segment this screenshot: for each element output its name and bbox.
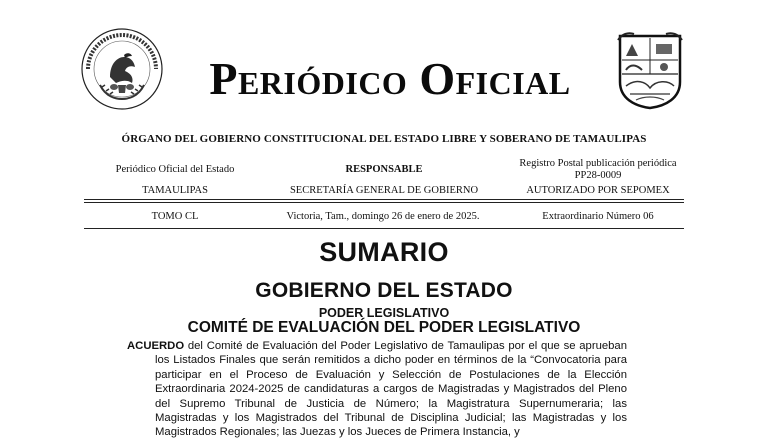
info-center-line1: RESPONSABLE [345,164,423,175]
info-right-line3: AUTORIZADO POR SEPOMEX [526,185,670,196]
mexico-national-seal-icon [80,27,164,111]
info-left-2 [92,185,258,196]
divider-bottom [84,228,684,229]
info-left-line1: Periódico Oficial del Estado [115,164,235,175]
summary-entry [120,337,640,439]
section-heading: GOBIERNO DEL ESTADO [255,279,513,302]
info-center-2 [264,185,504,196]
info-center-line2: SECRETARÍA GENERAL DE GOBIERNO [289,185,479,196]
sumario-heading: SUMARIO [319,237,449,267]
tamaulipas-coat-of-arms-icon [616,30,684,110]
entry-paragraph [127,339,627,440]
issue-date: Victoria, Tam., domingo 26 de enero de 2025. [286,211,480,222]
issue-number: Extraordinario Número 06 [542,211,654,222]
info-right-line2: PP28-0009 [574,170,622,181]
committee-heading: COMITÉ DE EVALUACIÓN DEL PODER LEGISLATIVO [187,319,581,336]
info-center [264,164,504,175]
issue-tomo: TOMO CL [151,211,199,222]
divider-top [84,199,684,200]
info-right [508,158,688,181]
newspaper-title: Periódico Oficial [209,52,571,104]
masthead-title [170,48,610,108]
entry-text: del Comité de Evaluación del Poder Legislativo de Tamaulipas por el que se aprueban los Listados Finales que serán remitidos a dicho poder en términos de la “Convocatoria para participar en el Proceso de Evaluación y Selección de Postulaciones de la Elección Extraordinaria 2024-2025 de candidaturas a cargos de Magistradas y Magistrados del Pleno del Supremo Tribunal de Justicia de Número; la Magistratura Supernumeraria; las Magistradas y los Magistrados del Tribunal de Disciplina Judicial; las Magistradas y los Magistrados Regionales; las Juezas y los Jueces de Primera Instancia, y [155,340,627,439]
info-left [92,164,258,175]
entry-lead: ACUERDO [127,340,185,352]
info-right-3 [508,185,688,196]
info-left-line2: TAMAULIPAS [142,185,208,196]
subsection-heading: PODER LEGISLATIVO [318,306,450,320]
divider-top-double [84,202,684,203]
organ-line: ÓRGANO DEL GOBIERNO CONSTITUCIONAL DEL ESTADO LIBRE Y SOBERANO DE TAMAULIPAS [121,133,647,145]
info-right-line1: Registro Postal publicación periódica [519,158,677,169]
